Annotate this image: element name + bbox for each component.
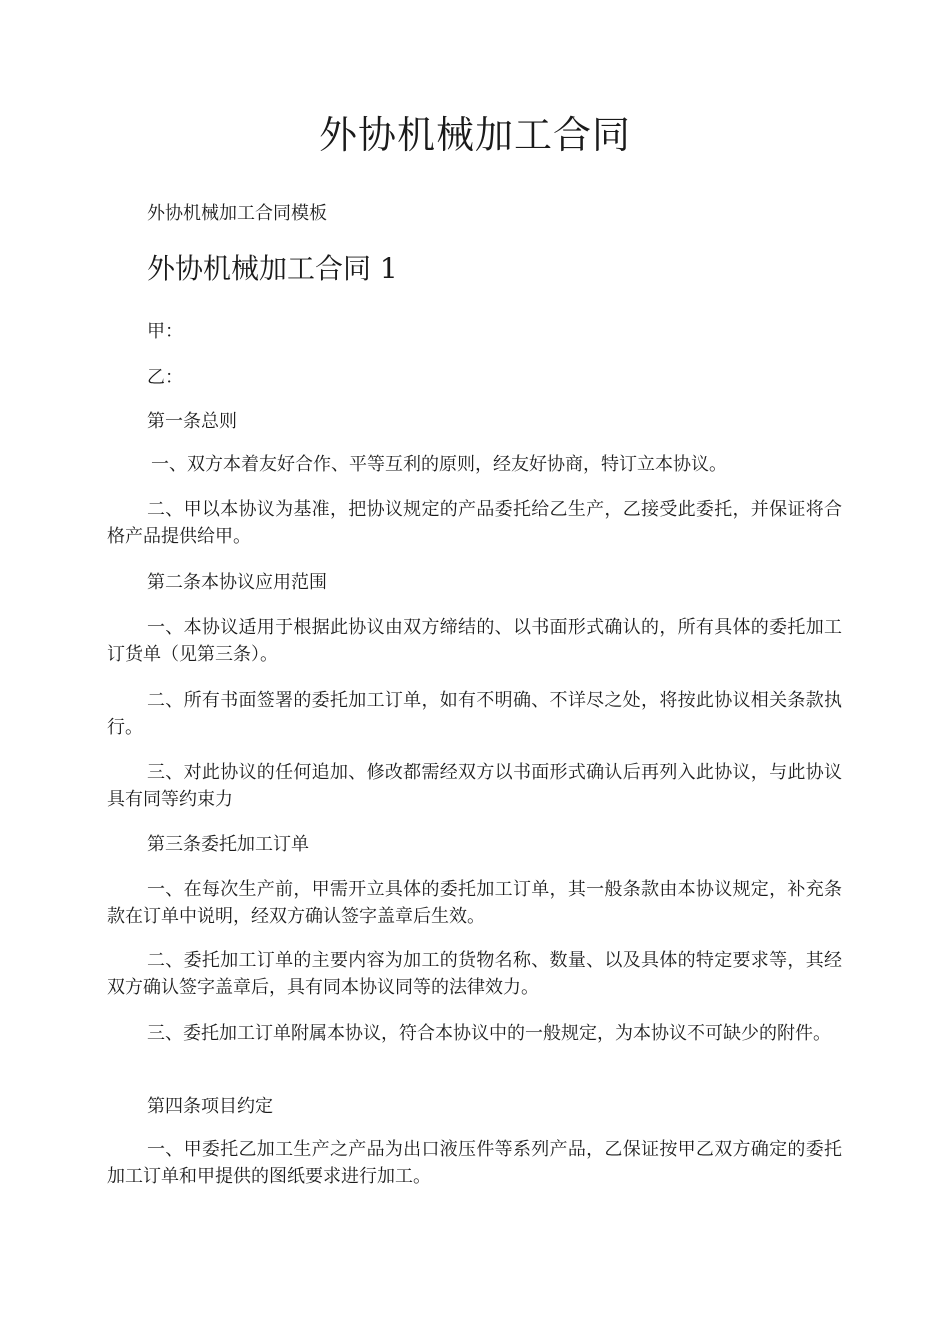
article-3-paragraph-3: 三、委托加工订单附属本协议，符合本协议中的一般规定，为本协议不可缺少的附件。 [147,1023,831,1044]
article-4-paragraph-1: 一、甲委托乙加工生产之产品为出口液压件等系列产品，乙保证按甲乙双方确定的委托加工订单和甲提供的图纸要求进行加工。 [107,1139,842,1187]
party-a-label: 甲： [147,321,183,342]
party-b-label: 乙： [147,367,183,388]
article-2-paragraph-3: 三、对此协议的任何追加、修改都需经双方以书面形式确认后再列入此协议，与此协议具有同等约束力 [107,762,842,810]
article-2-heading: 第二条本协议应用范围 [147,572,327,593]
article-3-heading: 第三条委托加工订单 [147,834,309,855]
document-subtitle: 外协机械加工合同模板 [147,203,327,224]
article-1-paragraph-2: 二、甲以本协议为基准，把协议规定的产品委托给乙生产，乙接受此委托，并保证将合格产品提供给甲。 [107,499,842,547]
section-heading: 外协机械加工合同 1 [147,252,398,285]
article-1-paragraph-1: 一、双方本着友好合作、平等互利的原则，经友好协商，特订立本协议。 [151,454,727,475]
article-2-paragraph-1: 一、本协议适用于根据此协议由双方缔结的、以书面形式确认的，所有具体的委托加工订货单（见第三条）。 [107,617,842,665]
article-4-heading: 第四条项目约定 [147,1096,273,1117]
article-3-paragraph-1: 一、在每次生产前，甲需开立具体的委托加工订单，其一般条款由本协议规定，补充条款在订单中说明，经双方确认签字盖章后生效。 [107,879,842,927]
article-3-paragraph-2: 二、委托加工订单的主要内容为加工的货物名称、数量、以及具体的特定要求等，其经双方确认签字盖章后，具有同本协议同等的法律效力。 [107,950,842,998]
document-title: 外协机械加工合同 [318,113,631,157]
article-1-heading: 第一条总则 [147,411,237,432]
article-2-paragraph-2: 二、所有书面签署的委托加工订单，如有不明确、不详尽之处，将按此协议相关条款执行。 [107,690,842,738]
